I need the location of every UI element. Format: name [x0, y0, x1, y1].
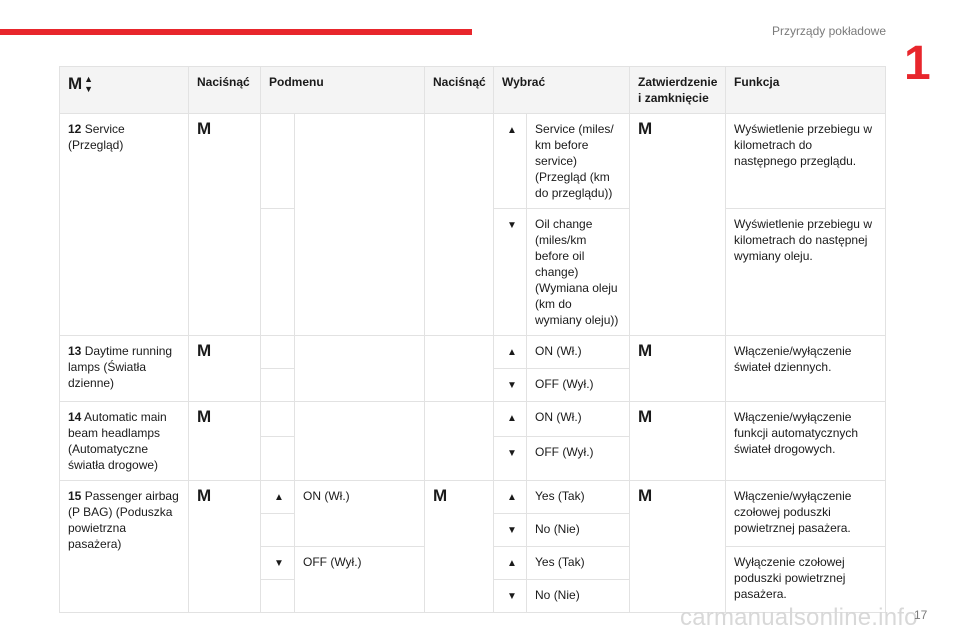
page-number: 17: [914, 608, 928, 622]
press-cell: [189, 481, 261, 613]
menu-item-number: 15: [68, 489, 82, 503]
option-cell: Oil change (miles/km before oil change) (Wymiana oleju (km do wymiany oleju)): [527, 209, 630, 336]
submenu-cell: [295, 402, 425, 481]
table-row: [60, 336, 886, 369]
press-cell: [425, 114, 494, 336]
column-header-function: Funkcja: [726, 67, 886, 114]
menu-item-cell: [60, 114, 189, 336]
chapter-number: 1: [904, 37, 931, 90]
arrow-cell: [261, 209, 295, 336]
arrow-up-icon: ▲: [84, 74, 94, 84]
column-header-confirm: Zatwierdzenie i zamknięcie: [630, 67, 726, 114]
arrow-cell: [261, 114, 295, 209]
menu-item-label: Daytime running lamps (Światła dzienne): [68, 344, 173, 390]
option-cell: Yes (Tak): [527, 481, 630, 514]
confirm-cell: [630, 114, 726, 336]
table-header-row: [60, 67, 886, 114]
arrow-up-icon: ▲: [507, 558, 517, 569]
arrow-down-icon: ▼: [274, 558, 284, 569]
arrow-cell: [494, 481, 527, 514]
m-button-icon: M: [638, 341, 653, 360]
arrow-cell: [494, 580, 527, 613]
menu-m-icon: M: [68, 74, 83, 93]
arrow-cell: [494, 402, 527, 437]
column-header-select: Wybrać: [494, 67, 630, 114]
function-cell: Włączenie/wyłączenie funkcji automatycznych świateł drogowych.: [726, 402, 886, 481]
arrow-up-icon: ▲: [507, 347, 517, 358]
press-cell: [189, 402, 261, 481]
press-cell: [425, 336, 494, 402]
arrow-cell: [494, 336, 527, 369]
arrow-down-icon: ▼: [507, 220, 517, 231]
press-cell: [425, 481, 494, 613]
arrow-cell: [261, 514, 295, 547]
submenu-cell: [295, 336, 425, 402]
arrow-cell: [261, 547, 295, 580]
m-button-icon: M: [197, 486, 212, 505]
menu-key-header: [60, 67, 189, 114]
option-cell: Yes (Tak): [527, 547, 630, 580]
press-cell: [425, 402, 494, 481]
confirm-cell: [630, 336, 726, 402]
column-header-press-2: Naciśnąć: [425, 67, 494, 114]
function-cell: Włączenie/wyłączenie czołowej poduszki powietrznej pasażera.: [726, 481, 886, 547]
chapter-color-bar: [0, 29, 472, 35]
m-button-icon: M: [638, 119, 653, 138]
menu-item-cell: [60, 481, 189, 613]
option-cell: OFF (Wył.): [527, 436, 630, 480]
m-button-icon: M: [433, 486, 448, 505]
press-cell: [189, 336, 261, 402]
arrow-cell: [494, 209, 527, 336]
m-button-icon: M: [638, 486, 653, 505]
arrow-down-icon: ▼: [507, 380, 517, 391]
arrow-cell: [494, 514, 527, 547]
arrow-cell: [261, 402, 295, 437]
option-cell: Service (miles/ km before service) (Przegląd (km do przeglądu)): [527, 114, 630, 209]
table-row: [60, 402, 886, 437]
menu-item-cell: [60, 336, 189, 402]
submenu-cell: [295, 114, 425, 336]
menu-item-label: Service (Przegląd): [68, 122, 125, 152]
column-header-press: Naciśnąć: [189, 67, 261, 114]
arrow-cell: [494, 547, 527, 580]
option-cell: ON (Wł.): [527, 402, 630, 437]
arrow-up-icon: ▲: [274, 492, 284, 503]
option-cell: OFF (Wył.): [527, 369, 630, 402]
arrow-cell: [261, 436, 295, 480]
menu-item-label: Passenger airbag (P BAG) (Poduszka powietrzna pasażera): [68, 489, 179, 551]
arrow-down-icon: ▼: [507, 525, 517, 536]
option-cell: No (Nie): [527, 580, 630, 613]
m-button-icon: M: [197, 119, 212, 138]
arrow-cell: [261, 580, 295, 613]
option-cell: No (Nie): [527, 514, 630, 547]
menu-item-number: 13: [68, 344, 82, 358]
arrow-cell: [261, 369, 295, 402]
arrow-up-icon: ▲: [507, 492, 517, 503]
function-cell: Wyświetlenie przebiegu w kilometrach do następnego przeglądu.: [726, 114, 886, 209]
arrow-down-icon: ▼: [507, 591, 517, 602]
arrow-cell: [261, 481, 295, 514]
arrow-up-icon: ▲: [507, 413, 517, 424]
menu-item-label: Automatic main beam headlamps (Automatyczne światła drogowe): [68, 410, 167, 472]
table-row: [60, 114, 886, 209]
press-cell: [189, 114, 261, 336]
arrow-cell: [261, 336, 295, 369]
m-button-icon: M: [638, 407, 653, 426]
menu-item-cell: [60, 402, 189, 481]
m-button-icon: M: [197, 341, 212, 360]
confirm-cell: [630, 402, 726, 481]
submenu-cell: OFF (Wył.): [295, 547, 425, 613]
m-button-icon: M: [197, 407, 212, 426]
table-row: [60, 481, 886, 514]
menu-item-number: 12: [68, 122, 82, 136]
arrow-cell: [494, 436, 527, 480]
confirm-cell: [630, 481, 726, 613]
arrow-cell: [494, 114, 527, 209]
page-header-title: Przyrządy pokładowe: [771, 24, 886, 38]
submenu-cell: ON (Wł.): [295, 481, 425, 547]
watermark: carmanualsonline.info: [680, 604, 918, 631]
function-cell: Włączenie/wyłączenie świateł dziennych.: [726, 336, 886, 402]
function-cell: Wyłączenie czołowej poduszki powietrznej pasażera.: [726, 547, 886, 613]
function-cell: Wyświetlenie przebiegu w kilometrach do następnej wymiany oleju.: [726, 209, 886, 336]
settings-table: [59, 66, 886, 613]
arrow-up-icon: ▲: [507, 125, 517, 136]
arrow-down-icon: ▼: [507, 447, 517, 459]
column-header-submenu: Podmenu: [261, 67, 425, 114]
menu-item-number: 14: [68, 410, 82, 424]
option-cell: ON (Wł.): [527, 336, 630, 369]
arrow-down-icon: ▼: [84, 84, 94, 94]
arrow-cell: [494, 369, 527, 402]
